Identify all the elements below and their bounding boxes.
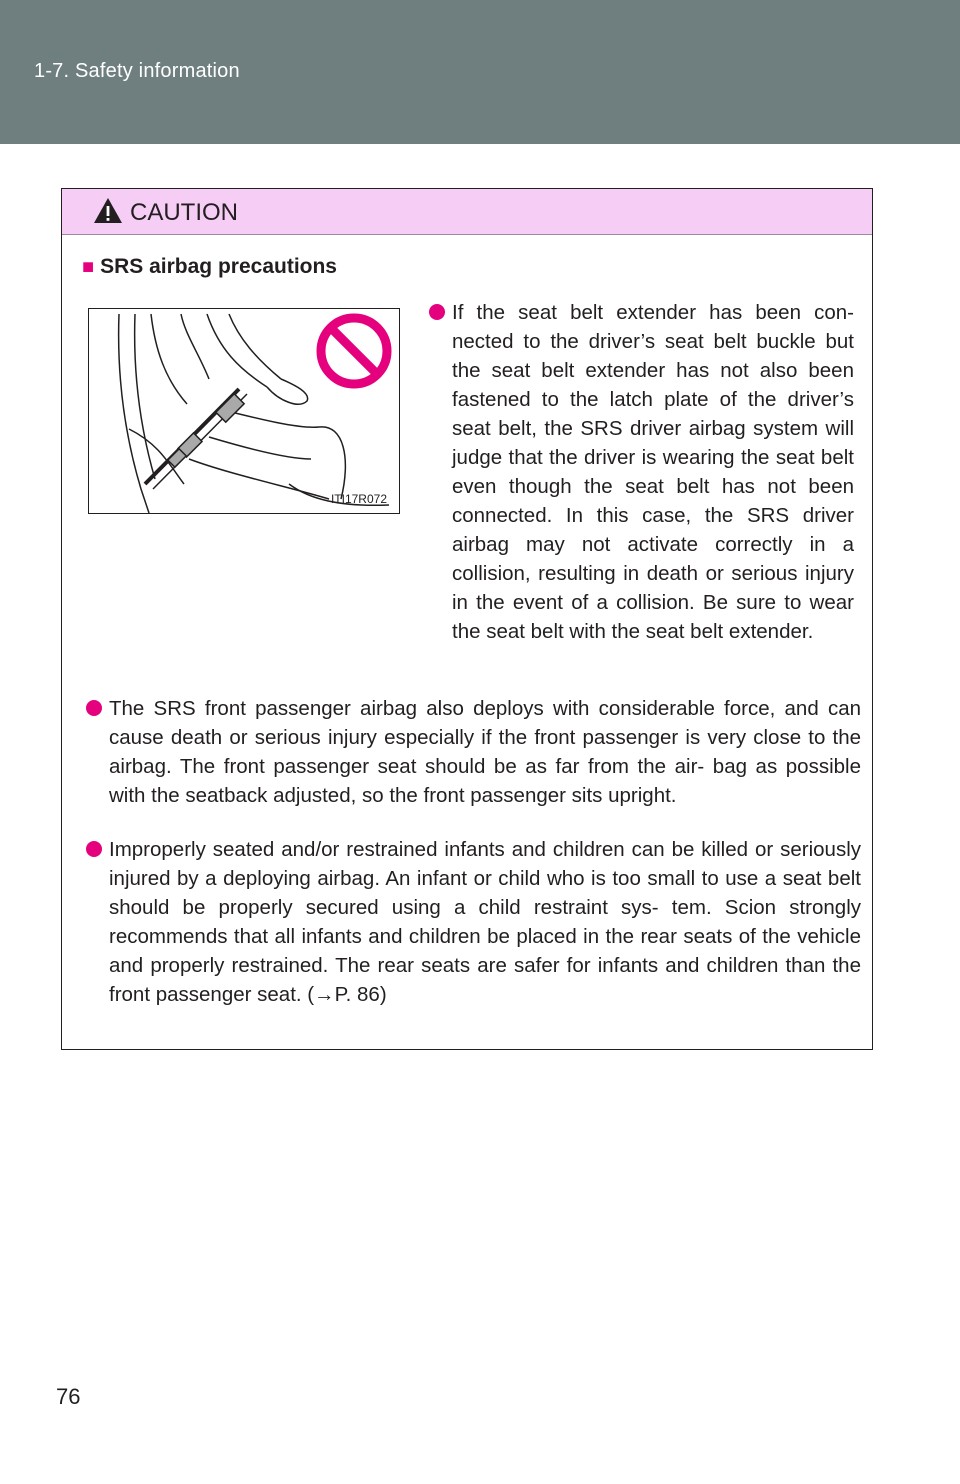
caution-header [62, 189, 872, 235]
section-breadcrumb: 1-7. Safety information [34, 60, 240, 82]
figure-code: ITI17R072 [330, 492, 387, 506]
list-item-text: If the seat belt extender has been con- nected to the driver’s seat belt buckle but the seat belt extender has not also been fastened to the latch plate of the driver’s seat belt, the SRS driver airbag system will judge that the driver is wearing the seat belt even though the seat belt has not been connected. In this case, the SRS driver airbag may not activate correctly in a collision, resulting in death or serious injury in the event of a collision. Be sure to wear the seat belt with the seat belt extender. [452, 301, 854, 643]
seat-belt-illustration [89, 309, 399, 513]
caution-label: CAUTION [130, 199, 238, 226]
list-item-text: Improperly seated and/or restrained infants and children can be killed or seriously injured by a deploying airbag. An infant or child who is too small to use a seat belt should be properly secured using a child restraint sys- tem. Scion strongly recommends that all infants and children be placed in the rear seats of the vehicle and properly restrained. The rear seats are safer for infants and children than the front passenger seat. (→P. 86) [109, 838, 861, 1006]
section-heading [82, 255, 337, 279]
prohibition-icon [321, 318, 387, 384]
square-bullet-icon: ■ [82, 256, 95, 278]
bullet-dot-icon [429, 304, 445, 320]
warning-triangle-icon [93, 197, 123, 224]
list-item [109, 835, 861, 1009]
page-number: 76 [56, 1384, 81, 1409]
illustration-seat-belt-extender [88, 308, 400, 514]
caution-box [61, 188, 873, 1050]
section-heading-text: SRS airbag precautions [100, 255, 337, 278]
list-item [109, 694, 861, 810]
list-item [452, 298, 854, 646]
bullet-dot-icon [86, 700, 102, 716]
page-header [0, 0, 960, 144]
list-item-text: The SRS front passenger airbag also deploys with considerable force, and can cause death or serious injury especially if the front passenger is very close to the airbag. The front passenger seat should be as far from the air- bag as possible with the seatback adjusted, so the front passenger sits upright. [109, 697, 861, 807]
bullet-dot-icon [86, 841, 102, 857]
